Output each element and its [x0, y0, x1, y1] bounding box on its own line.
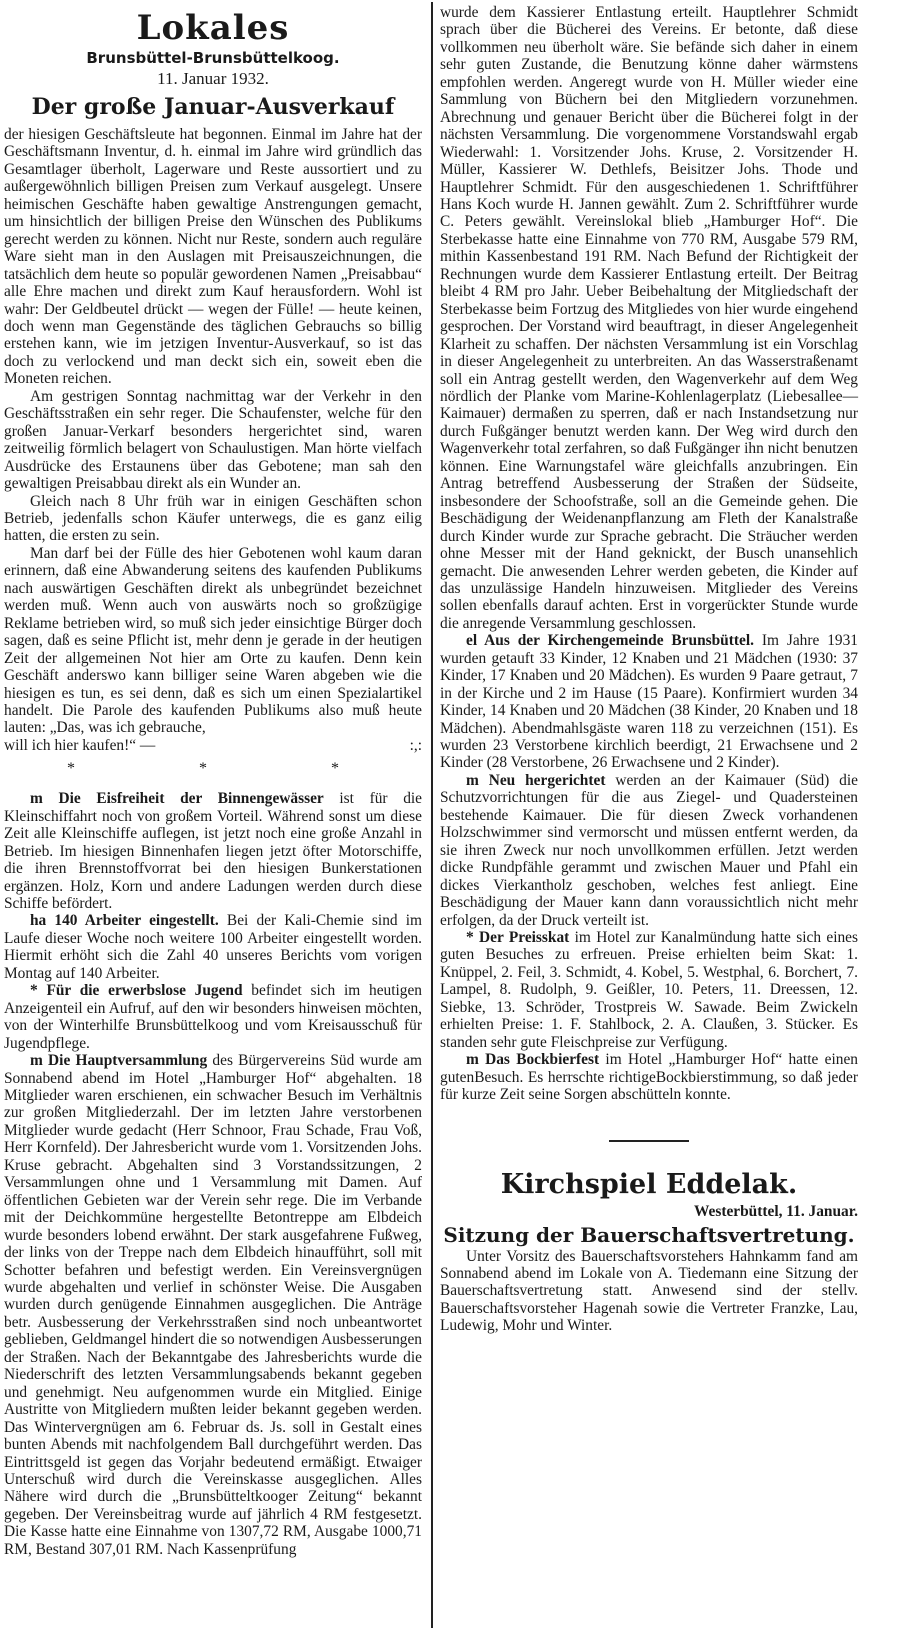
- news-item-lead: ha 140 Arbeiter eingestellt.: [30, 912, 219, 930]
- column-rule: [431, 2, 433, 1628]
- news-item-lead: m Neu hergerichtet: [466, 771, 606, 789]
- news-item: [4, 982, 422, 1052]
- news-item-lead: m Die Eisfreiheit der Binnengewässer: [30, 790, 324, 808]
- news-item: [440, 772, 858, 929]
- article-paragraph: Unter Vorsitz des Bauerschaftsvorstehers Hahnkamm fand am Sonnabend abend im Lokale von A. Tiedemann eine Sitzung der Bauerschaftsvertretung statt. Anwesend sind der stellv. Bauerschaftsvorsteher Hagenah sowie die Vertreter Franzke, Lau, Ludewig, Mohr und Winter.: [440, 1247, 858, 1335]
- place-heading: Brunsbüttel-Brunsbüttelkoog.: [86, 49, 340, 67]
- news-item: [4, 912, 422, 982]
- news-item-text: im Hotel zur Kanalmündung hatte sich eines guten Besuches zu erfreuen. Preise erhielten beim Skat: 1. Knüppel, 2. Feil, 3. Schmidt, 4. Kobel, 5. Westphal, 6. Borchert, 7. Lampel, 8. Rudolph, 9. Geißler, 10. Peters, 11. Dreessen, 12. Siebke, 13. Schröder, Trostpreis W. Sawade. Beim Zwickeln erhielten Preise: 1. F. Stahlbock, 2. A. Claußen, 3. Stücker. Es standen sehr gute Fleischpreise zur Verfügung.: [440, 929, 858, 1051]
- section-separator: * * *: [67, 760, 399, 778]
- article-ending: [4, 737, 422, 754]
- dateline: Westerbüttel, 11. Januar.: [693, 1202, 858, 1220]
- article-last-line: will ich hier kaufen!“ —: [4, 736, 156, 754]
- news-item-lead: m Die Hauptversammlung: [30, 1052, 208, 1070]
- article-paragraph: Am gestrigen Sonntag nachmittag war der Verkehr in den Geschäftsstraßen ein sehr reger. Die Schaufenster, welche für den großen Januar-Verkarf besonders hergerichtet sind, waren zeitweilig förmlich belagert von Schaulustigen. Man hörte vielfach Ausdrücke des Erstaunens über das Gebotene; man sah den gewaltigen Preisabbau direkt als ein Wunder an.: [4, 387, 422, 493]
- article-paragraph: der hiesigen Geschäftsleute hat begonnen. Einmal im Jahre hat der Geschäftsmann Inventur, d. h. einmal im Jahre wird gründlich das Gesamtlager überholt, Lagerware und Reste aussortiert und zu außergewöhnlich billigen Preisen zum Verkauf ausgelegt. Unsere heimischen Geschäfte haben gewaltige Anstrengungen gemacht, um hinsichtlich der billigen Preise den Wünschen des Publikums gerecht werden zu können. Nicht nur Reste, sondern auch reguläre Ware sieht man in den Auslagen mit Preisauszeichnungen, die tatsächlich dem heute so populär gewordenen Namen „Preisabbau“ alle Ehre machen und direkt zum Kauf herausfordern. Wohl ist wahr: Der Geldbeutel drückt — wegen der Fülle! — heute keinen, doch wenn man Gegenstände des täglichen Gebrauchs so billig erstehen kann, wie im jetzigen Inventur-Ausverkauf, so ist das doch zu verlockend und man deckt sich ein, soweit eben die Moneten reichen.: [4, 126, 422, 388]
- news-item-text: des Bürgervereins Süd wurde am Sonnabend abend im Hotel „Hamburger Hof“ abgehalten. 18 Mitglieder waren erschienen, ein schwacher Besuch im Verhältnis zur großen Mitgliederzahl. Der im letzten Jahre verstorbenen Mitglieder wurde gedacht (Herr Schnoor, Frau Schade, Frau Voß, Herr Kornfeld). Der Jahresbericht wurde vom 1. Vorsitzenden Johs. Kruse gebracht. Abgehalten sind 3 Vorstandssitzungen, 2 Versammlungen ohne und 1 Versammlung mit Damen. Auf öffentlichen Gebieten war der Verein sehr rege. Die im Verbande mit der Deichkommüne hergestellte Betontreppe am Elbdeich wurde besonders lobend erwähnt. Der stark ausgefahrene Fußweg, der links von der Treppe nach dem Elbdeich hinaufführt, soll mit Schotter befahren und befestigt werden. Ein Vereinsvergnügen wurde abgehalten und verlief in schönster Weise. Die Ausgaben wurden durch genügende Einnahmen ausgeglichen. Die Anträge betr. Ausbesserung der Verkehrsstraßen sind noch unbeantwortet geblieben, Geldmangel hindert die so notwendigen Ausbesserungen der Straßen. Nach der Bekanntgabe des Jahresberichts wurde die Niederschrift des letzten Versammlungsabends bekannt gegeben und genehmigt. Neu aufgenommen wurde ein Mitglied. Einige Austritte von Mitgliedern mußten leider bekannt gegeben werden. Das Wintervergnügen am 6. Februar ds. Js. soll in Gestalt eines bunten Abends mit nachfolgendem Ball durchgeführt werden. Das Eintrittsgeld ist gegen das Vorjahr bedeutend ermäßigt. Etwaiger Unterschuß wird durch die Vereinskasse ausgeglichen. Alles Nähere wird durch die „Brunsbütteltkooger Zeitung“ bekannt gegeben. Der Vereinsbeitrag wurde auf jährlich 4 RM festgesetzt. Die Kasse hatte eine Einnahme von 1307,72 RM, Ausgabe 1000,71 RM, Bestand 307,01 RM. Nach Kassenprüfung: [4, 1052, 422, 1558]
- news-item-text: befindet sich im heutigen Anzeigenteil ein Aufruf, auf den wir besonders hinweisen möchten, von der Winterhilfe Brunsbüttelkoog und vom Kreisausschuß für Jugendpflege.: [4, 982, 422, 1052]
- news-item-text: Im Jahre 1931 wurden getauft 33 Kinder, 12 Knaben und 21 Mädchen (1930: 37 Kinder, 17 Knaben und 20 Mädchen). Es wurden 9 Paare getraut, 7 in der Kirche und 2 im Hause (15 Paare). Konfirmiert wurden 34 Kinder, 14 Knaben und 20 Mädchen (38 Kinder, 20 Knaben und 18 Mädchen). Abendmahlsgäste waren 118 zu verzeichnen (151). Es wurden 23 Verstorbene kirchlich beerdigt, 21 Erwachsene und 2 Kinder (28 Verstorbene, 26 Erwachsene und 2 Kinder).: [440, 632, 858, 772]
- article-headline: Der große Januar-Ausverkauf: [31, 94, 395, 120]
- divider: [609, 1140, 689, 1142]
- section-title: Kirchspiel Eddelak.: [500, 1168, 798, 1200]
- author-mark: :,:: [409, 736, 422, 754]
- news-item-text: Bei der Kali-Chemie sind im Laufe dieser Woche noch weitere 100 Arbeiter eingestellt worden. Hiermit erhöht sich die Zahl 40 unseres Berichts vom vorigen Montag auf 140 Arbeiter.: [4, 912, 422, 982]
- left-column: [4, 0, 422, 1558]
- news-item-continuation: wurde dem Kassierer Entlastung erteilt. Hauptlehrer Schmidt sprach über die Bücherei des Vereins. Er betonte, daß diese vollkommen neu überholt wäre. Sie befände sich daher in einem sehr guten Zustande, die Benutzung könne daher wärmstens empfohlen werden. Angeregt wurde von H. Müller wieder eine Sammlung von Büchern bei den Mitgliedern vorzunehmen. Abrechnung und genauer Bericht über die Bücherei folgt in der nächsten Versammlung. Die vorgenommene Vorstandswahl ergab Wiederwahl: 1. Vorsitzender Johs. Kruse, 2. Vorsitzender H. Müller, Kassierer W. Dethlefs, Beisitzer Johs. Thode und Hauptlehrer Schmidt. Für den ausgeschiedenen 1. Schriftführer Hans Koch wurde H. Jannen gewählt. Zum 2. Schriftführer wurde C. Peters gewählt. Vereinslokal blieb „Hamburger Hof“. Die Sterbekasse hatte eine Einnahme von 770 RM, Ausgabe 579 RM, mithin Kassenbestand 191 RM. Nach Befund der Richtigkeit der Rechnungen wurde dem Kassierer Entlastung erteilt. Der Beitrag bleibt 4 RM pro Jahr. Ueber Beibehaltung der Mitgliedschaft der Sterbekasse beim Fortzug des Mitgliedes von hier wurde eingehend gesprochen. Der Vorstand wird beauftragt, in dieser Angelegenheit Klarheit zu schaffen. Der nächsten Versammlung ist ein Vorschlag in dieser Angelegenheit zu unterbreiten. An das Wasserstraßenamt soll ein Antrag gestellt werden, den Wagenverkehr auf dem Weg nördlich der Planke vom Marine-Kohlenlagerplatz (Liebesallee—Kaimauer) dermaßen zu sperren, daß er nach Instandsetzung nur durch Fußgänger benutzt werden kann. Der Weg wird durch den Wagenverkehr total zerfahren, so daß Fußgänger ihn nicht benutzen können. Eine Warnungstafel wäre gleichfalls anzubringen. Ein Antrag betreffend Ausbesserung der Straßen der Südseite, insbesondere der Schoofstraße, soll an die Gemeinde gehen. Die Beschädigung der Weidenanpflanzung am Fleth der Kanalstraße durch Kinder wurde zur Sprache gebracht. Die Sträucher werden ohne Messer mit der Hand geknickt, der Busch unansehlich gemacht. Die anwesenden Lehrer werden gebeten, die Kinder auf das unzulässige Handeln hinzuweisen. Mitglieder des Vereins sollen ebenfalls darauf achten. Erst in vorgerückter Stunde wurde die anregende Versammlung geschlossen.: [440, 4, 858, 632]
- article-headline: Sitzung der Bauerschaftsvertretung.: [443, 1222, 855, 1247]
- news-item: [440, 1051, 858, 1103]
- issue-date: 11. Januar 1932.: [157, 69, 269, 88]
- news-item-text: werden an der Kaimauer (Süd) die Schutzvorrichtungen für die aus Ziegel- und Quadersteinen bestehende Kaimauer. Die für diesen Zweck vorhandenen Holzschwimmer sind vermorscht und müssen entfernt werden, da sie ihren Zweck nur noch unvollkommen erfüllen. Jetzt werden dicke Rundpfähle gerammt und zwischen Mauer und Pfahl ein dickes Vierkantholz geschoben, welches fest anliegt. Eine Beschädigung der Mauer kann dann voraussichtlich nicht mehr erfolgen, da der Druck verteilt ist.: [440, 771, 858, 929]
- section-title: Lokales: [136, 8, 290, 48]
- news-item-text: im Hotel „Hamburger Hof“ hatte einen gutenBesuch. Es herrschte richtigeBockbierstimmung, so daß jeder für kurze Zeit seine Sorgen abschütteln konnte.: [440, 1051, 858, 1104]
- news-item-lead: m Das Bockbierfest: [466, 1051, 600, 1069]
- news-item-lead: * Der Preisskat: [466, 929, 570, 947]
- news-item: [440, 632, 858, 772]
- right-column: [440, 4, 858, 1335]
- news-item-lead: el Aus der Kirchengemeinde Brunsbüttel.: [466, 632, 754, 650]
- article-paragraph: Gleich nach 8 Uhr früh war in einigen Geschäften schon Betrieb, jedenfalls schon Käufer unterwegs, die es ganz eilig hatten, die ersten zu sein.: [4, 492, 422, 545]
- news-item: [440, 929, 858, 1051]
- news-item: [4, 1052, 422, 1558]
- news-item-text: ist für die Kleinschiffahrt noch von großem Vorteil. Während sonst um diese Zeit alle Kleinschiffe auflegen, ist jetzt noch eine große Anzahl in Betrieb. Im hiesigen Binnenhafen liegen jetzt öfter Motorschiffe, die ihren Brennstoffvorrat bei den hiesigen Bunkerstationen ergänzen. Holz, Korn und andere Ladungen werden durch diese Schiffe befördert.: [4, 790, 422, 913]
- article-paragraph: Man darf bei der Fülle des hier Gebotenen wohl kaum daran erinnern, daß eine Abwanderung seitens des kaufenden Publikums nach auswärtigen Geschäften direkt als unbegründet bezeichnet werden muß. Wenn auch von auswärts noch so großzügige Reklame betrieben wird, so muß sich jeder einsichtige Bürger doch sagen, daß es seine Pflicht ist, mehr denn je gerade in der heutigen Zeit der allgemeinen Not hier am Orte zu kaufen. Denn kein Geschäft anderswo kann billiger seine Waren abgeben wie die hiesigen es tun, es sei denn, daß es sich um einen Spezialartikel handelt. Die Parole des kaufenden Publikums also muß heute lauten: „Das, was ich gebrauche,: [4, 544, 422, 737]
- news-item-lead: * Für die erwerbslose Jugend: [30, 982, 243, 1000]
- news-item: [4, 790, 422, 912]
